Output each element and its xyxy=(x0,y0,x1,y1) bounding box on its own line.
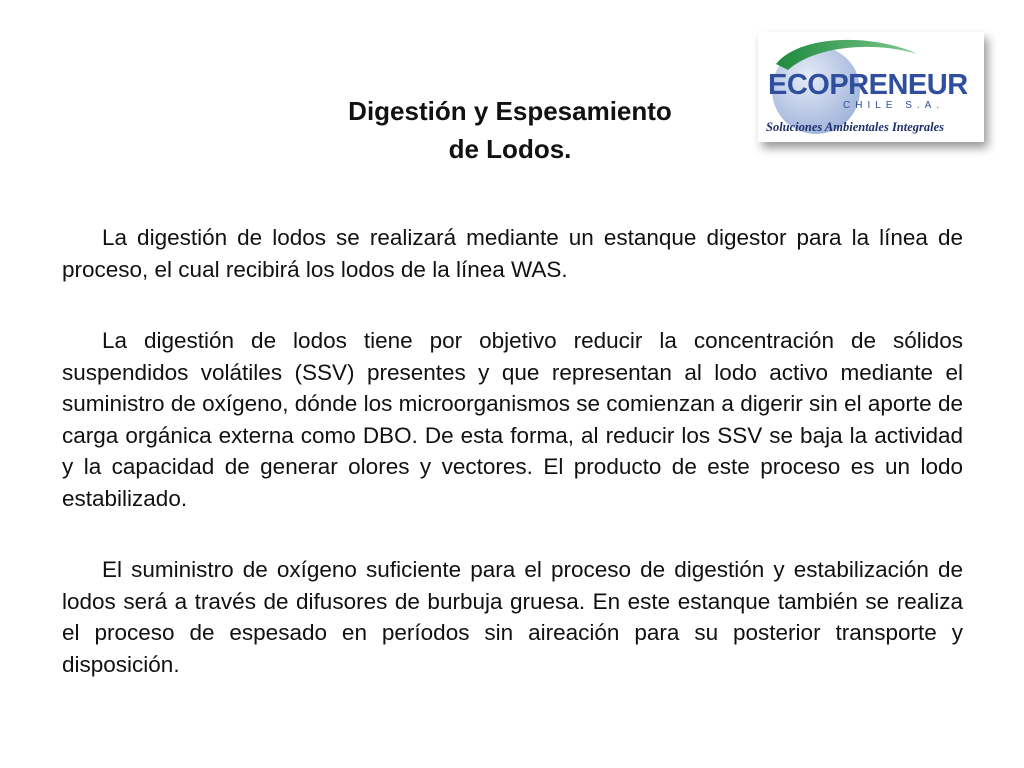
logo-graphic xyxy=(758,32,984,142)
logo-tagline: Soluciones Ambientales Integrales xyxy=(766,120,945,134)
logo-name-part1: ECO xyxy=(768,69,830,101)
paragraph-1: La digestión de lodos se realizará mediante un estanque digestor para la línea de proceso, el cual recibirá los lodos de la línea WAS. xyxy=(62,225,963,282)
body-text xyxy=(62,222,963,720)
title-line-2: de Lodos. xyxy=(448,134,572,164)
logo-name-part2: PRENEUR xyxy=(829,69,968,101)
slide-title xyxy=(300,92,720,168)
paragraph-3: El suministro de oxígeno suficiente para el proceso de digestión y estabilización de lodos será a través de difusores de burbuja gruesa. En este estanque también se realiza el proceso de espesado en períodos sin aireación para su posterior transporte y disposición. xyxy=(62,557,963,677)
title-line-1: Digestión y Espesamiento xyxy=(348,96,672,126)
company-logo xyxy=(758,32,984,142)
logo-name xyxy=(768,69,968,101)
logo-subtitle: CHILE S.A. xyxy=(843,100,945,111)
paragraph-2: La digestión de lodos tiene por objetivo reducir la concentración de sólidos suspendidos volátiles (SSV) presentes y que representan al lodo activo mediante el suministro de oxígeno, dónde los microorganismos se comienzan a digerir sin el aporte de carga orgánica externa como DBO. De esta forma, al reducir los SSV se baja la actividad y la capacidad de generar olores y vectores. El producto de este proceso es un lodo estabilizado. xyxy=(62,328,963,511)
